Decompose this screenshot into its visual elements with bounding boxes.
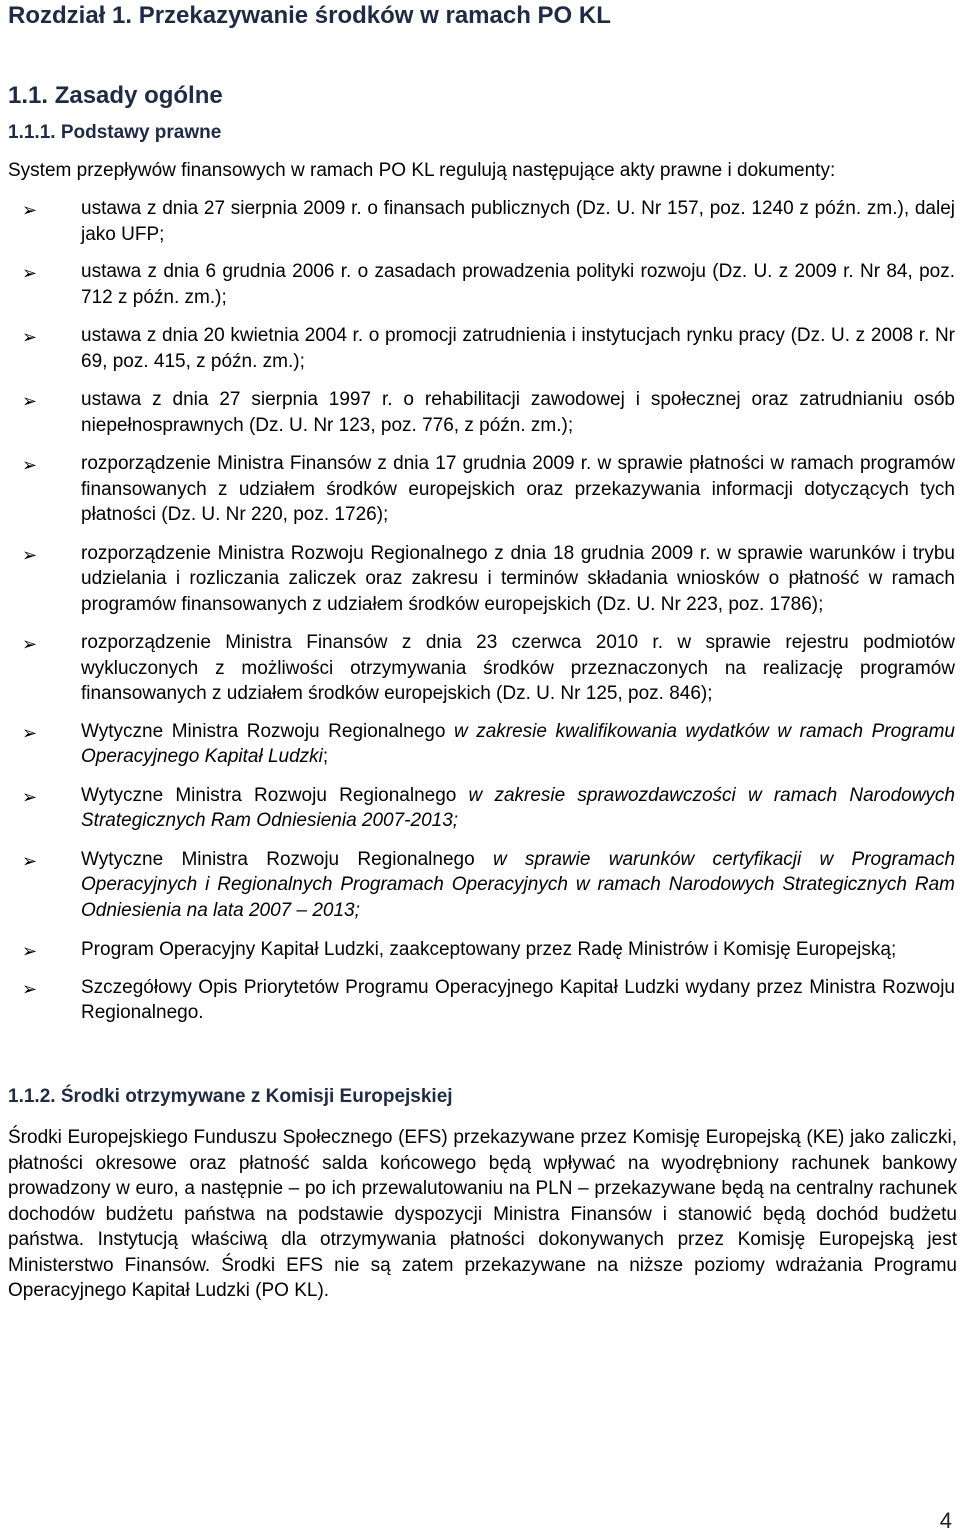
legal-act-italic-text: w sprawie warunków certyfikacji w Programach Operacyjnych i Regionalnych Programach Operacyjnych w ramach Narodowych Strategicznych Ram Odniesienia na lata 2007 – 2013; <box>81 848 956 921</box>
legal-act-text: ustawa z dnia 6 grudnia 2006 r. o zasadach prowadzenia polityki rozwoju (Dz. U. z 2009 r. Nr 84, poz. 712 z późn. zm.); <box>81 261 955 308</box>
legal-act-item <box>0 323 960 374</box>
legal-act-item <box>0 541 960 618</box>
arrow-bullet-icon: ➢ <box>22 455 38 475</box>
arrow-bullet-icon: ➢ <box>22 634 38 654</box>
legal-act-text: ustawa z dnia 27 sierpnia 1997 r. o rehabilitacji zawodowej i społecznej oraz zatrudnianiu osób niepełnosprawnych (Dz. U. Nr 123, poz. 776, z późn. zm.); <box>81 389 955 436</box>
legal-act-text: rozporządzenie Ministra Finansów z dnia 17 grudnia 2009 r. w sprawie płatności w ramach programów finansowanych z udziałem środków europejskich oraz przekazywania informacji dotyczących tych płatności (Dz. U. Nr 220, poz. 1726); <box>81 453 955 525</box>
legal-act-text: Wytyczne Ministra Rozwoju Regionalnego <box>81 720 454 742</box>
legal-act-item <box>0 451 960 528</box>
legal-act-item <box>0 783 960 834</box>
arrow-bullet-icon: ➢ <box>22 544 38 565</box>
arrow-bullet-icon: ➢ <box>22 391 38 411</box>
legal-act-item <box>0 975 960 1026</box>
legal-act-italic-text: w zakresie kwalifikowania wydatków w ramach Programu Operacyjnego Kapitał Ludzki <box>81 720 955 767</box>
legal-act-text: Wytyczne Ministra Rozwoju Regionalnego <box>81 848 493 870</box>
legal-act-item <box>0 937 960 963</box>
legal-act-text: ustawa z dnia 20 kwietnia 2004 r. o promocji zatrudnienia i instytucjach rynku pracy (Dz. U. z 2008 r. Nr 69, poz. 415, z późn. zm.); <box>81 325 955 372</box>
legal-act-text: rozporządzenie Ministra Rozwoju Regionalnego z dnia 18 grudnia 2009 r. w sprawie warunków i trybu udzielania i rozliczania zaliczek oraz zakresu i terminów składania wniosków o płatność w ramach programów finansowanych z udziałem środków europejskich (Dz. U. Nr 223, poz. 1786); <box>81 542 955 615</box>
legal-act-text: ustawa z dnia 27 sierpnia 2009 r. o finansach publicznych (Dz. U. Nr 157, poz. 1240 z późn. zm.), dalej jako UFP; <box>81 198 955 245</box>
legal-act-italic-text: w zakresie sprawozdawczości w ramach Narodowych Strategicznych Ram Odniesienia 2007-2013; <box>81 784 955 831</box>
arrow-bullet-icon: ➢ <box>22 978 38 999</box>
section-112-title: 1.1.2. Środki otrzymywane z Komisji Europejskiej <box>8 1086 453 1107</box>
section-title: 1.1. Zasady ogólne <box>8 82 223 109</box>
legal-act-item <box>0 196 960 247</box>
legal-act-item <box>0 387 960 438</box>
section-112-body: Środki Europejskiego Funduszu Społecznego (EFS) przekazywane przez Komisję Europejską (KE) jako zaliczki, płatności okresowe oraz płatność salda końcowego będą wpływać na wyodrębniony rachunek bankowy prowadzony w euro, a następnie – po ich przewalutowaniu na PLN – przekazywane będą na centralny rachunek dochodów budżetu państwa na podstawie dyspozycji Ministra Finansów i stanowić będą dochód budżetu państwa. Instytucją właściwą dla otrzymywania płatności dokonywanych przez Komisję Europejską jest Ministerstwo Finansów. Środki EFS nie są zatem przekazywane na niższe poziomy wdrażania Programu Operacyjnego Kapitał Ludzki (PO KL). <box>8 1127 957 1301</box>
arrow-bullet-icon: ➢ <box>22 327 38 347</box>
legal-act-text: Program Operacyjny Kapitał Ludzki, zaakceptowany przez Radę Ministrów i Komisję Europejską; <box>81 939 897 960</box>
subsection-title: 1.1.1. Podstawy prawne <box>8 122 222 143</box>
legal-act-tail: ; <box>322 746 329 767</box>
arrow-bullet-icon: ➢ <box>22 722 38 743</box>
arrow-bullet-icon: ➢ <box>22 263 38 283</box>
legal-act-item <box>0 259 960 310</box>
legal-act-text: rozporządzenie Ministra Finansów z dnia 23 czerwca 2010 r. w sprawie rejestru podmiotów wykluczonych z możliwości otrzymywania środków przeznaczonych na realizację programów finansowanych z udziałem środków europejskich (Dz. U. Nr 125, poz. 846); <box>81 632 955 704</box>
arrow-bullet-icon: ➢ <box>22 200 38 220</box>
intro-paragraph: System przepływów finansowych w ramach PO KL regulują następujące akty prawne i dokumenty: <box>8 160 836 181</box>
arrow-bullet-icon: ➢ <box>22 941 38 961</box>
legal-act-text: Szczegółowy Opis Priorytetów Programu Operacyjnego Kapitał Ludzki wydany przez Ministra Rozwoju Regionalnego. <box>81 976 955 1023</box>
arrow-bullet-icon: ➢ <box>22 786 38 807</box>
arrow-bullet-icon: ➢ <box>22 850 38 871</box>
legal-acts-list <box>0 196 960 1026</box>
legal-act-item <box>0 719 960 770</box>
legal-act-text: Wytyczne Ministra Rozwoju Regionalnego <box>81 784 469 806</box>
legal-act-item <box>0 847 960 924</box>
chapter-title: Rozdział 1. Przekazywanie środków w ramach PO KL <box>8 2 611 29</box>
legal-act-item <box>0 630 960 707</box>
page-number: 4 <box>939 1508 952 1533</box>
